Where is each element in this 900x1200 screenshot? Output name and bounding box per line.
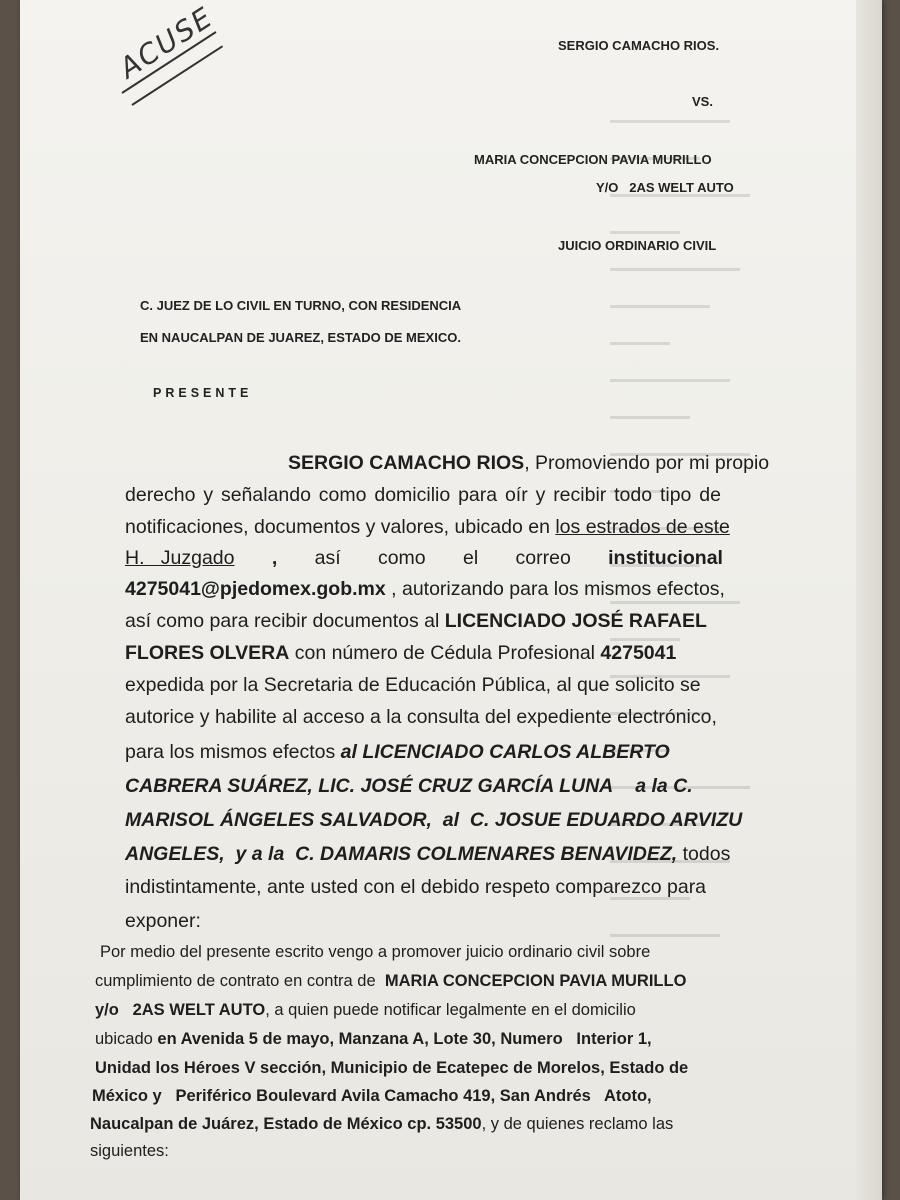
word: y <box>203 484 214 506</box>
page-edge <box>856 0 882 1200</box>
claim-line-3 <box>95 1001 636 1020</box>
body-line-12: MARISOL ÁNGELES SALVADOR, al C. JOSUE EDUARDO ARVIZU <box>125 809 743 831</box>
body-line-1-rest: , Promoviendo por mi propio <box>524 452 770 474</box>
word: domicilio <box>374 484 451 506</box>
authorized-persons-4: ANGELES, y a la C. DAMARIS COLMENARES BENAVIDEZ, <box>125 843 678 865</box>
authorized-persons-2: CABRERA SUÁREZ, LIC. JOSÉ CRUZ GARCÍA LUNA <box>125 775 614 797</box>
word: así <box>314 547 341 569</box>
body-line-14: indistintamente, ante usted con el debido respeto comparezco para <box>125 876 707 898</box>
institucional-label: institucional <box>608 547 723 569</box>
lawyer-name-1: LICENCIADO JOSÉ RAFAEL <box>444 610 707 632</box>
word: para <box>458 484 498 506</box>
body-line-7 <box>125 642 676 665</box>
body-line-5-rest: , autorizando para los mismos efectos, <box>385 578 725 600</box>
claim-line-2-text: cumplimiento de contrato en contra de <box>95 972 385 990</box>
body-line-3-text: notificaciones, documentos y valores, ubicado en <box>125 516 556 538</box>
institutional-email: 4275041@pjedomex.gob.mx <box>125 578 386 600</box>
word: correo <box>515 547 571 569</box>
body-line-6 <box>125 610 707 633</box>
authorized-persons-2-tail: a la C. <box>635 775 693 797</box>
body-line-13 <box>125 843 730 866</box>
plaintiff-name: SERGIO CAMACHO RIOS. <box>558 38 720 53</box>
body-line-10 <box>125 741 670 764</box>
claim-line-6: México y Periférico Boulevard Avila Camacho 419, San Andrés Atoto, <box>92 1087 652 1105</box>
defendant-name: MARIA CONCEPCION PAVIA MURILLO <box>474 152 712 167</box>
estrados-link-text: los estrados de este <box>555 516 730 538</box>
authorized-person-1: al LICENCIADO CARLOS ALBERTO <box>340 741 670 763</box>
claim-line-7-text: , y de quienes reclamo las <box>481 1115 674 1133</box>
word: y <box>535 484 546 506</box>
word: , <box>271 547 278 569</box>
claim-line-7 <box>90 1115 673 1134</box>
defendant-alias: Y/O 2AS WELT AUTO <box>596 180 734 195</box>
acuse-stamp <box>108 0 233 108</box>
cedula-number: 4275041 <box>600 642 677 664</box>
body-line-9: autorice y habilite al acceso a la consulta del expediente electrónico, <box>125 706 717 728</box>
juzgado-text: H. Juzgado <box>125 547 235 569</box>
word: de <box>699 484 721 506</box>
versus-label: VS. <box>692 94 713 109</box>
word: derecho <box>125 484 196 506</box>
body-line-6-text: así como para recibir documentos al <box>125 610 445 632</box>
body-line-10-text: para los mismos efectos <box>125 741 341 763</box>
word: oír <box>504 484 528 506</box>
lawyer-name-1-cont: FLORES OLVERA <box>125 642 290 664</box>
body-line-1 <box>288 452 769 475</box>
word: como <box>318 484 367 506</box>
document-page <box>20 0 882 1200</box>
address-part-1: en Avenida 5 de mayo, Manzana A, Lote 30, Numero Interior 1, <box>157 1030 652 1048</box>
defendant-name-inline: MARIA CONCEPCION PAVIA MURILLO <box>384 972 687 990</box>
addressee-line-1: C. JUEZ DE LO CIVIL EN TURNO, CON RESIDENCIA <box>140 298 462 313</box>
claim-line-3-text: , a quien puede notificar legalmente en el domicilio <box>265 1001 636 1019</box>
address-part-2: Naucalpan de Juárez, Estado de México cp. 53500 <box>90 1115 482 1133</box>
body-line-15: exponer: <box>125 910 201 932</box>
body-line-3 <box>125 516 730 539</box>
stamp-text: ACUSE <box>113 0 220 85</box>
claim-line-4 <box>95 1030 652 1049</box>
trial-type: JUICIO ORDINARIO CIVIL <box>558 238 717 253</box>
body-line-7-text: con número de Cédula Profesional <box>289 642 601 664</box>
promovente-name: SERGIO CAMACHO RIOS <box>288 452 525 474</box>
body-line-5 <box>125 578 725 601</box>
word: recibir <box>553 484 607 506</box>
body-line-2 <box>125 484 721 507</box>
claim-line-2 <box>95 972 686 991</box>
presente-heading: PRESENTE <box>153 386 253 400</box>
body-line-13-rest: todos <box>677 843 731 865</box>
claim-line-1: Por medio del presente escrito vengo a promover juicio ordinario civil sobre <box>100 943 651 961</box>
claim-line-4-text: ubicado <box>95 1030 158 1048</box>
body-line-4 <box>125 547 723 570</box>
word: el <box>462 547 479 569</box>
body-line-11 <box>125 775 693 798</box>
addressee-line-2: EN NAUCALPAN DE JUAREZ, ESTADO DE MEXICO. <box>140 330 461 345</box>
word: todo <box>614 484 653 506</box>
word: señalando <box>220 484 311 506</box>
body-line-8: expedida por la Secretaria de Educación Pública, al que solicito se <box>125 674 701 696</box>
claim-line-8: siguientes: <box>90 1142 169 1160</box>
defendant-alias-inline: y/o 2AS WELT AUTO <box>95 1001 266 1019</box>
word: como <box>377 547 426 569</box>
claim-line-5: Unidad los Héroes V sección, Municipio de Ecatepec de Morelos, Estado de <box>95 1059 689 1077</box>
word: tipo <box>659 484 692 506</box>
